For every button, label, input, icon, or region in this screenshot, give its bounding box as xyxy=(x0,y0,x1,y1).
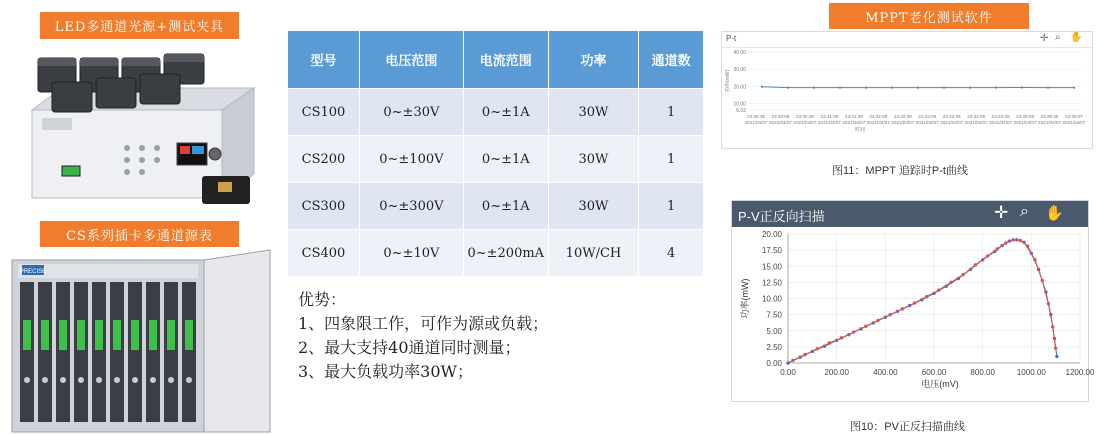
pt-data-point xyxy=(969,87,971,89)
pv-xlabel: 电压(mV) xyxy=(921,379,959,389)
pv-data-point xyxy=(1019,239,1022,242)
pt-xtick-label: 23:34:09 xyxy=(967,114,986,119)
table-cell: CS400 xyxy=(288,230,360,277)
pt-xtick-date: 2021/04/07 xyxy=(793,120,817,125)
table-cell: 0~±200mA xyxy=(463,230,548,277)
pv-data-point xyxy=(1004,241,1007,244)
pan-icon[interactable]: ✋ xyxy=(1070,32,1083,43)
advantage-item: 2、最大支持40通道同时测量； xyxy=(298,338,521,357)
cs-chassis-image xyxy=(8,250,272,432)
pt-xtick-date: 2021/04/07 xyxy=(768,120,792,125)
pt-caption: 图11：MPPT 追踪时P-t曲线 xyxy=(832,165,968,177)
header-power: 功率 xyxy=(548,31,638,89)
pv-data-point xyxy=(1047,302,1050,305)
pv-ytick-label: 20.00 xyxy=(761,230,782,239)
table-cell: 30W xyxy=(548,89,638,136)
pv-data-point xyxy=(1011,238,1014,241)
pv-xtick-label: 200.00 xyxy=(824,368,849,377)
pt-xtick-date: 2021/04/07 xyxy=(744,120,768,125)
table-cell: 0~±300V xyxy=(360,183,464,230)
pt-xtick-label: 23:30:39 xyxy=(795,114,814,119)
cs-series-label-text: CS系列插卡多通道源表 xyxy=(66,228,213,244)
pv-data-point xyxy=(962,273,965,276)
pv-ytick-label: 0.00 xyxy=(766,359,782,368)
pt-xtick-date: 2021/04/07 xyxy=(1013,120,1037,125)
pt-ytick-label: 20.00 xyxy=(733,84,746,91)
pv-data-point xyxy=(1033,258,1036,261)
pt-xtick-date: 2021/04/07 xyxy=(915,120,939,125)
pt-data-point xyxy=(1073,87,1075,89)
pv-data-point xyxy=(1041,279,1044,282)
pt-panel-title: P-t xyxy=(726,34,737,43)
pt-data-point xyxy=(943,87,945,89)
spec-table-header xyxy=(288,31,704,89)
pt-xtick-label: 23:33:09 xyxy=(918,114,937,119)
advantages-title: 优势： xyxy=(298,290,347,309)
pt-xtick-date: 2021/04/07 xyxy=(842,120,866,125)
header-current-range: 电流范围 xyxy=(463,31,548,89)
advantage-item: 3、最大负载功率30W； xyxy=(298,362,473,381)
mppt-software-label-text: MPPT老化测试软件 xyxy=(865,10,993,26)
pv-panel-header xyxy=(732,201,1088,227)
pt-data-point xyxy=(995,87,997,89)
table-cell: 0~±1A xyxy=(463,89,548,136)
pt-xtick-label: 23:28:39 xyxy=(747,114,765,119)
spec-table xyxy=(287,30,704,277)
pt-xlabel: 时间 xyxy=(855,127,866,133)
pt-xtick-label: 23:35:09 xyxy=(1016,114,1035,119)
table-row xyxy=(288,230,704,277)
table-cell: 30W xyxy=(548,183,638,230)
pt-xtick-date: 2021/04/07 xyxy=(940,120,964,125)
pt-data-point xyxy=(839,87,841,89)
table-cell: 10W/CH xyxy=(548,230,638,277)
pv-xtick-label: 1000.00 xyxy=(1016,368,1046,377)
pv-data-point xyxy=(864,325,867,328)
pv-data-point xyxy=(876,319,879,322)
pt-data-point xyxy=(787,87,789,89)
pt-xtick-date: 2021/04/07 xyxy=(817,120,841,125)
pv-ytick-label: 10.00 xyxy=(761,294,782,304)
table-cell: 4 xyxy=(639,230,704,277)
pv-data-point xyxy=(949,281,952,284)
pt-xtick-label: 23:32:09 xyxy=(869,114,888,119)
pv-chart xyxy=(732,228,1095,400)
pt-chart-panel xyxy=(721,31,1093,149)
pv-data-point xyxy=(1055,355,1058,358)
pv-ytick-label: 7.50 xyxy=(766,310,782,320)
chassis-brand-text: PRECISE xyxy=(19,269,47,275)
pv-xtick-label: 400.00 xyxy=(873,368,898,377)
pt-data-point xyxy=(865,87,867,89)
pv-data-point xyxy=(791,359,794,362)
table-cell: 30W xyxy=(548,136,638,183)
pt-ytick-label: 30.00 xyxy=(733,67,746,74)
pv-data-point xyxy=(974,263,977,266)
zoom-icon[interactable]: ⌕ xyxy=(1055,32,1061,43)
led-fixture-image xyxy=(22,48,262,210)
pt-xtick-label: 23:32:39 xyxy=(893,114,912,119)
pv-ytick-label: 17.50 xyxy=(761,246,782,256)
pv-data-point xyxy=(913,301,916,304)
pt-xtick-label: 23:34:39 xyxy=(991,114,1010,119)
pt-xtick-date: 2021/04/07 xyxy=(964,120,988,125)
led-source-label-text: LED多通道光源+测试夹具 xyxy=(54,20,225,35)
pv-data-point xyxy=(828,341,831,344)
pt-xtick-date: 2021/04/07 xyxy=(1038,120,1062,125)
pv-data-point xyxy=(1054,346,1057,349)
table-row xyxy=(288,136,704,183)
advantage-item: 1、四象限工作，可作为源或负载； xyxy=(298,314,549,333)
pv-data-point xyxy=(852,330,855,333)
pt-xtick-label: 23:31:09 xyxy=(820,114,839,119)
mppt-software-label xyxy=(829,3,1029,29)
pv-data-point xyxy=(925,295,928,298)
pv-ytick-label: 15.00 xyxy=(761,262,782,272)
pv-xtick-label: 1200.00 xyxy=(1065,368,1095,377)
pv-data-point xyxy=(840,336,843,339)
pt-ytick-label: 40.00 xyxy=(733,50,746,56)
pv-series-line xyxy=(793,240,1056,361)
table-cell: CS200 xyxy=(288,136,360,183)
cs-series-label xyxy=(40,221,239,247)
pt-data-point xyxy=(1047,87,1049,89)
pt-ylabel: 功率(mW) xyxy=(725,69,731,93)
header-channels: 通道数 xyxy=(639,31,704,89)
pv-series-line xyxy=(788,240,1057,363)
table-row xyxy=(288,89,704,136)
pv-data-point xyxy=(889,313,892,316)
table-cell: CS100 xyxy=(288,89,360,136)
table-row xyxy=(288,183,704,230)
pv-data-point xyxy=(816,347,819,350)
pt-ytick-label: 10.00 xyxy=(733,101,746,108)
pv-ytick-label: 12.50 xyxy=(761,278,782,288)
table-cell: 0~±1A xyxy=(463,136,548,183)
table-cell: 0~±100V xyxy=(360,136,464,183)
pt-chart xyxy=(722,48,1092,148)
table-cell: CS300 xyxy=(288,183,360,230)
crosshair-icon[interactable]: ✛ xyxy=(1040,33,1049,44)
table-cell: 1 xyxy=(639,89,704,136)
pv-ytick-label: 2.50 xyxy=(766,342,782,352)
pt-data-point xyxy=(891,87,893,89)
pv-panel-title: P-V正反向扫描 xyxy=(738,209,825,224)
pt-xtick-label: 23:36:07 xyxy=(1065,114,1083,119)
pv-data-point xyxy=(803,353,806,356)
table-cell: 0~±1A xyxy=(463,183,548,230)
pt-xtick-label: 23:35:39 xyxy=(1040,114,1059,119)
pt-xtick-date: 2021/04/07 xyxy=(891,120,915,125)
pan-icon[interactable]: ✋ xyxy=(1045,205,1064,222)
pv-caption: 图10：PV正反扫描曲线 xyxy=(850,421,965,433)
pt-ytick-label: 6.32 xyxy=(736,108,746,114)
pt-xtick-label: 23:33:39 xyxy=(942,114,961,119)
pv-xtick-label: 800.00 xyxy=(970,368,995,377)
pt-data-point xyxy=(761,86,763,88)
pv-data-point xyxy=(1026,245,1029,248)
pt-xtick-date: 2021/04/07 xyxy=(1062,120,1086,125)
pv-xtick-label: 0.00 xyxy=(780,368,796,377)
pv-chart-panel xyxy=(731,200,1095,402)
pt-data-point xyxy=(813,87,815,89)
pv-data-point xyxy=(1051,325,1054,328)
header-model: 型号 xyxy=(288,31,360,89)
table-cell: 0~±10V xyxy=(360,230,464,277)
table-cell: 1 xyxy=(639,136,704,183)
pv-xtick-label: 600.00 xyxy=(921,368,947,377)
pv-ylabel: 功率(mW) xyxy=(740,278,750,319)
pt-xtick-date: 2021/04/07 xyxy=(866,120,890,125)
pt-panel-header xyxy=(722,32,1092,48)
table-cell: 0~±30V xyxy=(360,89,464,136)
pt-xtick-label: 23:30:09 xyxy=(771,114,790,119)
pt-data-point xyxy=(917,87,919,89)
pv-ytick-label: 5.00 xyxy=(766,326,782,336)
pv-data-point xyxy=(996,247,999,250)
pv-data-point xyxy=(986,254,989,257)
pt-data-point xyxy=(1021,86,1023,88)
table-cell: 1 xyxy=(639,183,704,230)
header-voltage-range: 电压范围 xyxy=(360,31,464,89)
pt-xtick-label: 23:31:39 xyxy=(844,114,863,119)
pt-xtick-date: 2021/04/07 xyxy=(989,120,1013,125)
crosshair-icon[interactable]: ✛ xyxy=(994,203,1009,222)
pv-data-point xyxy=(786,361,789,364)
led-source-label xyxy=(40,12,239,39)
zoom-icon[interactable]: ⌕ xyxy=(1020,203,1029,220)
pv-data-point xyxy=(901,307,904,310)
pv-data-point xyxy=(937,288,940,291)
advantages-block xyxy=(298,288,548,384)
